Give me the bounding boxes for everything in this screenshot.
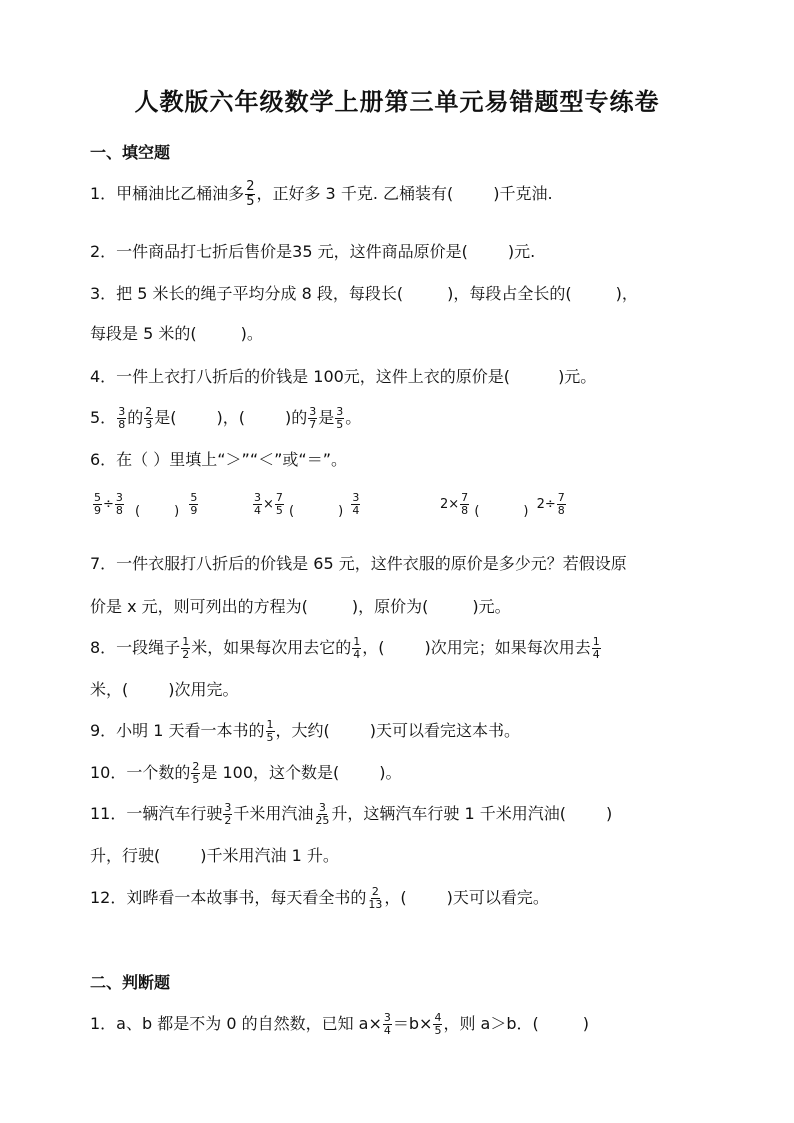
fraction: $\frac{7}{8}$ xyxy=(557,491,565,517)
fraction: $\frac{4}{5}$ xyxy=(434,1011,442,1037)
fraction: $\frac{3}{7}$ xyxy=(309,405,317,431)
fraction: $\frac{3}{2}$ xyxy=(224,801,232,827)
question-1: 1．甲桶油比乙桶油多 $\frac{2}{5}$ ，正好多 3 千克. 乙桶装有( )千克油. xyxy=(90,179,553,209)
fraction: $\frac{1}{5}$ xyxy=(266,718,274,744)
question-3-line-2: 每段是 5 米的( )。 xyxy=(90,324,263,343)
question-6: 6．在（ ）里填上“＞”“＜”或“＝”。 xyxy=(90,450,348,469)
comparison-1: $\frac{5}{9}$ ÷ $\frac{3}{8}$ ( ) $\frac{5}{9}$ xyxy=(94,491,198,519)
question-11-line-2: 升，行驶( )千米用汽油 1 升。 xyxy=(90,846,339,865)
question-7: 7．一件衣服打八折后的价钱是 65 元，这件衣服的原价是多少元？若假设原 xyxy=(90,554,627,573)
fraction: $\frac{2}{5}$ xyxy=(192,760,200,786)
question-2: 2．一件商品打七折后售价是35 元，这件商品原价是( )元. xyxy=(90,242,536,261)
fraction: $\frac{5}{9}$ xyxy=(94,491,101,517)
question-8: 8．一段绳子 $\frac{1}{2}$ 米，如果每次用去它的 $\frac{1}{4}$ ，( )次用完；如果每次用去 $\frac{1}{4}$ xyxy=(90,635,600,661)
judgement-1: 1．a、b 都是不为 0 的自然数，已知 a× $\frac{3}{4}$ ＝b× $\frac{4}{5}$ ，则 a＞b．( ) xyxy=(90,1011,590,1037)
question-4: 4．一件上衣打八折后的价钱是 100元，这件上衣的原价是( )元。 xyxy=(90,367,597,386)
fraction: $\frac{3}{8}$ xyxy=(118,405,126,431)
section-fill-in: 一、填空题 xyxy=(90,143,171,162)
fraction: $\frac{3}{4}$ xyxy=(383,1011,391,1037)
fraction: $\frac{3}{8}$ xyxy=(115,491,123,517)
fraction: $\frac{1}{2}$ xyxy=(182,635,190,661)
question-5: 5． $\frac{3}{8}$ 的 $\frac{2}{3}$ 是( )，( )的 $\frac{3}{7}$ 是 $\frac{3}{5}$ 。 xyxy=(90,405,362,431)
fraction: $\frac{2}{13}$ xyxy=(368,885,383,911)
fraction: $\frac{3}{4}$ xyxy=(254,491,261,517)
comparison-3: 2× $\frac{7}{8}$ ( ) 2÷ $\frac{7}{8}$ xyxy=(440,491,565,519)
fraction: $\frac{1}{4}$ xyxy=(592,635,600,661)
fraction: $\frac{3}{25}$ xyxy=(315,801,330,827)
question-10: 10．一个数的 $\frac{2}{5}$ 是 100，这个数是( )。 xyxy=(90,760,402,786)
question-9: 9．小明 1 天看一本书的 $\frac{1}{5}$ ，大约( )天可以看完这本书。 xyxy=(90,718,521,744)
question-3: 3．把 5 米长的绳子平均分成 8 段，每段长( )，每段占全长的( )， xyxy=(90,284,638,303)
question-8-line-2: 米，( )次用完。 xyxy=(90,680,239,699)
fraction: $\frac{2}{5}$ xyxy=(246,179,255,209)
fraction: $\frac{3}{4}$ xyxy=(352,491,360,517)
fraction: $\frac{7}{5}$ xyxy=(275,491,283,517)
fraction: $\frac{7}{8}$ xyxy=(461,491,469,517)
fraction: $\frac{2}{3}$ xyxy=(145,405,153,431)
question-12: 12．刘晔看一本故事书，每天看全书的 $\frac{2}{13}$ ，( )天可以看完。 xyxy=(90,885,549,911)
comparison-2: $\frac{3}{4}$ × $\frac{7}{5}$ ( ) $\frac{3}{4}$ xyxy=(254,491,360,519)
page-title: 人教版六年级数学上册第三单元易错题型专练卷 xyxy=(134,87,660,116)
fraction: $\frac{5}{9}$ xyxy=(190,491,198,517)
section-true-false: 二、判断题 xyxy=(90,973,171,992)
question-11: 11．一辆汽车行驶 $\frac{3}{2}$ 千米用汽油 $\frac{3}{25}$ 升，这辆汽车行驶 1 千米用汽油( ) xyxy=(90,801,613,827)
fraction: $\frac{3}{5}$ xyxy=(336,405,344,431)
fraction: $\frac{1}{4}$ xyxy=(353,635,361,661)
question-7-line-2: 价是 x 元，则可列出的方程为( )，原价为( )元。 xyxy=(90,597,511,616)
